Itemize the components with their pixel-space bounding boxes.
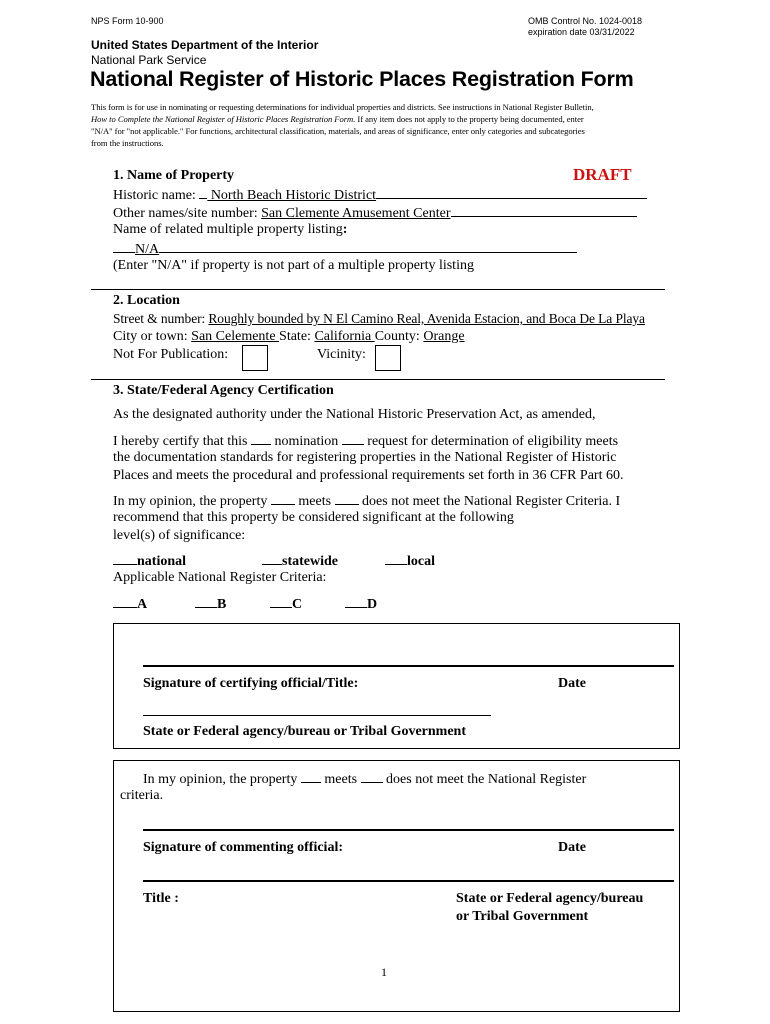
state-label: State:: [279, 329, 315, 344]
county-field[interactable]: Orange: [423, 329, 465, 344]
related-listing-label: Name of related multiple property listing: [113, 222, 343, 237]
comment-does-not-meet-blank[interactable]: [361, 770, 383, 783]
expiration-date: expiration date 03/31/2022: [528, 27, 635, 37]
section-divider-2: [91, 379, 665, 380]
level-statewide-label: statewide: [282, 554, 338, 569]
section-divider-1: [91, 289, 665, 290]
comment-opinion-text-a: In my opinion, the property: [143, 772, 301, 787]
intro-line-2-rest: If any item does not apply to the property being documented, enter: [355, 114, 584, 124]
city-field[interactable]: San Celemente: [191, 329, 280, 344]
department-name: United States Department of the Interior: [91, 38, 319, 52]
street-row: [113, 311, 645, 327]
determination-blank[interactable]: [342, 432, 364, 445]
intro-line-4: from the instructions.: [91, 138, 164, 148]
criteria-b: [195, 595, 226, 613]
commenting-agency-label-2: or Tribal Government: [456, 909, 589, 924]
does-not-meet-blank[interactable]: [335, 492, 359, 505]
agency-label: State or Federal agency/bureau or Tribal Government: [143, 724, 467, 739]
criteria-d-blank[interactable]: [345, 595, 367, 608]
intro-line-1: This form is for use in nominating or requesting determinations for individual properties and districts. See instructions in National Register Bulletin,: [91, 102, 594, 112]
comment-meets-blank[interactable]: [301, 770, 321, 783]
not-for-publication-label: Not For Publication:: [113, 347, 229, 362]
national-blank[interactable]: [113, 552, 137, 565]
criteria-c-label: C: [292, 597, 303, 612]
nomination-blank[interactable]: [251, 432, 271, 445]
criteria-a: [113, 595, 147, 613]
criteria-d: [345, 595, 377, 613]
level-national-label: national: [137, 554, 187, 569]
street-field[interactable]: Roughly bounded by N El Camino Real, Avenida Estacion, and Boca De La Playa: [208, 311, 645, 326]
certifying-date-label: Date: [558, 676, 586, 691]
county-label: County:: [374, 329, 424, 344]
comment-opinion-line-1: [143, 770, 586, 788]
commenting-agency-label-1: State or Federal agency/bureau: [456, 891, 644, 906]
commenting-signature-line[interactable]: [143, 829, 674, 831]
related-listing-row: [113, 222, 347, 238]
city-label: City or town:: [113, 329, 192, 344]
street-label: Street & number:: [113, 311, 209, 326]
commenting-date-label: Date: [558, 840, 586, 855]
certifying-signature-line[interactable]: [143, 665, 674, 667]
not-for-publication-checkbox[interactable]: [242, 345, 268, 371]
criteria-b-blank[interactable]: [195, 595, 217, 608]
certify-text-a: I hereby certify that this: [113, 434, 252, 449]
section2-heading: 2. Location: [113, 293, 180, 308]
opinion-line-2: recommend that this property be considered significant at the following: [113, 510, 514, 525]
page-number: 1: [381, 965, 387, 979]
omb-control-number: OMB Control No. 1024-0018: [528, 16, 643, 26]
level-local-label: local: [407, 554, 435, 569]
city-state-county-row: [113, 329, 465, 345]
commenting-title-line[interactable]: [143, 880, 674, 882]
intro-line-2: [91, 113, 594, 125]
vicinity-checkbox[interactable]: [375, 345, 401, 371]
page-title: National Register of Historic Places Registration Form: [90, 67, 634, 91]
statewide-blank[interactable]: [262, 552, 282, 565]
commenting-signature-label: Signature of commenting official:: [143, 840, 343, 855]
certify-line-2: the documentation standards for registering properties in the National Register of Historic: [113, 450, 617, 465]
form-number: NPS Form 10-900: [91, 16, 164, 26]
certify-text-c: request for determination of eligibility meets: [363, 434, 619, 449]
meets-blank[interactable]: [271, 492, 295, 505]
opinion-text-c: does not meet the National Register Criteria. I: [358, 494, 621, 509]
agency-line[interactable]: [143, 715, 491, 716]
related-listing-note: (Enter "N/A" if property is not part of a multiple property listing: [113, 258, 474, 273]
comment-opinion-line-2: criteria.: [120, 788, 164, 803]
state-field[interactable]: California: [314, 329, 375, 344]
criteria-d-label: D: [367, 597, 378, 612]
historic-name-label: Historic name:: [113, 188, 200, 203]
intro-line-3: "N/A" for "not applicable." For functions, architectural classification, materials, and areas of significance, enter only categories and subcategories: [91, 126, 585, 136]
bulletin-title: How to Complete the National Register of Historic Places Registration Form.: [91, 114, 356, 124]
level-statewide: [262, 552, 338, 570]
criteria-a-blank[interactable]: [113, 595, 137, 608]
comment-opinion-text-b: meets: [320, 772, 361, 787]
level-national: [113, 552, 186, 570]
related-listing-field[interactable]: N/A: [135, 242, 160, 257]
section3-heading: 3. State/Federal Agency Certification: [113, 383, 334, 398]
criteria-c: [270, 595, 302, 613]
opinion-text-b: meets: [294, 494, 335, 509]
certify-line-3: Places and meets the procedural and professional requirements set forth in 36 CFR Part 60.: [113, 468, 624, 483]
historic-name-row: [113, 186, 647, 204]
opinion-line-3: level(s) of significance:: [113, 528, 246, 543]
certify-line-1: [113, 432, 618, 450]
intro-paragraph: [91, 101, 594, 149]
authority-statement: As the designated authority under the National Historic Preservation Act, as amended,: [113, 407, 596, 422]
certify-text-b: nomination: [271, 434, 342, 449]
criteria-b-label: B: [217, 597, 227, 612]
criteria-a-label: A: [137, 597, 148, 612]
other-names-field[interactable]: San Clemente Amusement Center: [261, 206, 451, 221]
other-names-row: [113, 204, 637, 222]
opinion-text-a: In my opinion, the property: [113, 494, 271, 509]
opinion-line-1: [113, 492, 620, 510]
certifying-signature-label: Signature of certifying official/Title:: [143, 676, 359, 691]
related-listing-colon: :: [342, 222, 348, 237]
draft-stamp: DRAFT: [573, 165, 632, 184]
criteria-c-blank[interactable]: [270, 595, 292, 608]
commenting-title-label: Title :: [143, 891, 179, 906]
historic-name-field[interactable]: North Beach Historic District: [207, 188, 377, 203]
level-local: [385, 552, 435, 570]
commenting-box: [113, 760, 680, 1012]
local-blank[interactable]: [385, 552, 407, 565]
section1-heading: 1. Name of Property: [113, 168, 235, 183]
other-names-label: Other names/site number:: [113, 206, 262, 221]
comment-opinion-text-c: does not meet the National Register: [382, 772, 587, 787]
criteria-label: Applicable National Register Criteria:: [113, 570, 327, 585]
vicinity-label: Vicinity:: [317, 347, 366, 362]
service-name: National Park Service: [91, 53, 207, 67]
related-listing-value-row: [113, 240, 577, 258]
